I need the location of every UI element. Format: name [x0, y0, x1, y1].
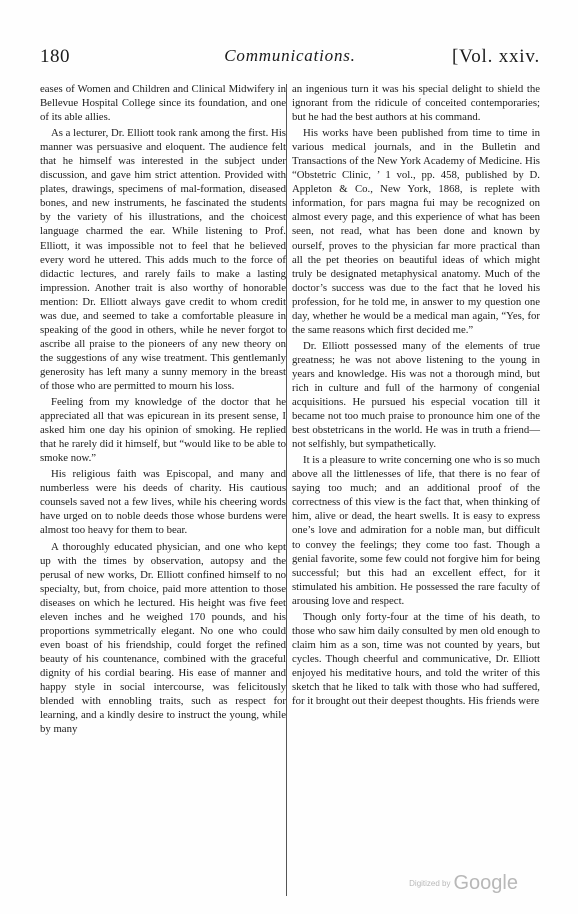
paragraph: Though only forty-four at the time of his death, to those who saw him daily consulted by men old enough to claim him as a son, time was not counted by years, but cycles. Though cheerful and communicative, Dr. Elliott enjoyed his meditative hours, and told the writer of this sketch that he liked to talk with those who had suffered, for it brought out their deepest thoughts. His friends were — [292, 610, 540, 708]
paragraph: Feeling from my knowledge of the doctor that he appreciated all that was epicurean in its present sense, I asked him one day his opinion of smoking. He replied that he rarely did it himself, but “would like to be able to smoke now.” — [40, 396, 286, 465]
google-logo: Google — [453, 872, 518, 894]
digitized-watermark — [409, 872, 518, 895]
paragraph: eases of Women and Children and Clinical Midwifery in Bellevue Hospital College since its foundation, and one of its able allies. — [40, 83, 286, 124]
left-column — [40, 82, 286, 736]
column-divider — [286, 84, 287, 896]
paragraph: It is a pleasure to write concerning one who is so much above all the littlenesses of life, that there is no fear of saying too much; and an additional proof of the correctness of this view is the fact that, when thinking of him, alive or dead, the heart swells. It is easy to express one’s love and admiration for a noble man, but difficult to convey the feelings; they come too fast. Though a genial favorite, some few could not forgive him for being successful; but this had an excellent effect, for it stimulated his ambition. He possessed the rare faculty of arousing love and respect. — [292, 454, 540, 607]
watermark-prefix: Digitized by — [409, 879, 451, 888]
page-number: 180 — [40, 46, 70, 67]
running-title: Communications. — [224, 46, 356, 65]
paragraph: an ingenious turn it was his special delight to shield the ignorant from the ridicule of conceited contemporaries; but he had the best authors at his command. — [292, 83, 540, 124]
right-column — [292, 82, 540, 708]
page-header — [40, 46, 540, 68]
paragraph: As a lecturer, Dr. Elliott took rank among the first. His manner was persuasive and eloquent. The audience felt that he himself was interested in the subject under discussion, and gave him strict attention. Provided with plates, drawings, specimens of mal-formation, diseased bones, and new instruments, he fascinated the students by the variety of his illustrations, and the choicest language charmed the ear. While listening to Prof. Elliott, it was impossible not to feel that he believed every word he uttered. This adds much to the force of didactic lectures, and rarely fails to make a lasting impression. Another trait is also worthy of honorable mention: Dr. Elliott always gave credit to whom credit was due, and seemed to take a comfortable pleasure in speaking of the good in others, while he never forgot to ascribe all praise to the pioneers of any new theory on the suggestions of any wise treatment. This gentlemanly generosity has left many a sunny memory in the breast of those who are permitted to mourn his loss. — [40, 127, 286, 392]
paragraph: His works have been published from time to time in various medical journals, and in the Bulletin and Transactions of the New York Academy of Medicine. His “Obstetric Clinic, ’ 1 vol., pp. 458, published by D. Appleton & Co., New York, 1868, is replete with information, for pars magna fui may be recognized on almost every page, and this experience of what has been seen, not read, what has been done and known by ourself, proves to the physician far more practical than all the pet theories on beautiful ideas of which might truly be designated metaphysical anatomy. Much of the doctor’s success was due to the fact that he loved his profession, for he told me, in answer to my question one day, whether he would be a medical man again, “Yes, for the same reasons which first decided me.” — [292, 127, 540, 336]
volume-label: [Vol. xxiv. — [452, 46, 540, 67]
paragraph: A thoroughly educated physician, and one who kept up with the times by observation, autopsy and the perusal of new works, Dr. Elliott confined himself to no specialty, but, from choice, paid more attention to those diseases on which he lectured. His height was five feet eleven inches and he weighed 170 pounds, and his proportions symmetrically elegant. No one who could even boast of his friendship, could forget the refined beauty of his countenance, combined with the graceful dignity of his cordial bearing. His ease of manner and happy style in social intercourse, was felicitously blended with ennobling traits, such as respect for learning, and a kindly desire to instruct the young, while by many — [40, 540, 286, 736]
paragraph: Dr. Elliott possessed many of the elements of true greatness; he was not above listening to the young in years and knowledge. His was not a thorough mind, but rich in culture and full of the harmony of congenial acquisitions. He pursued his especial vocation till it became not too much praise to pronounce him one of the best obstetricans in the world. He was in truth a friend—not selfishly, but sympathetically. — [292, 339, 540, 451]
paragraph: His religious faith was Episcopal, and many and numberless were his deeds of charity. His cautious counsels saved not a few lives, while his cheering words have urged on to noble deeds those whose burdens were almost too heavy for them to bear. — [40, 468, 286, 537]
